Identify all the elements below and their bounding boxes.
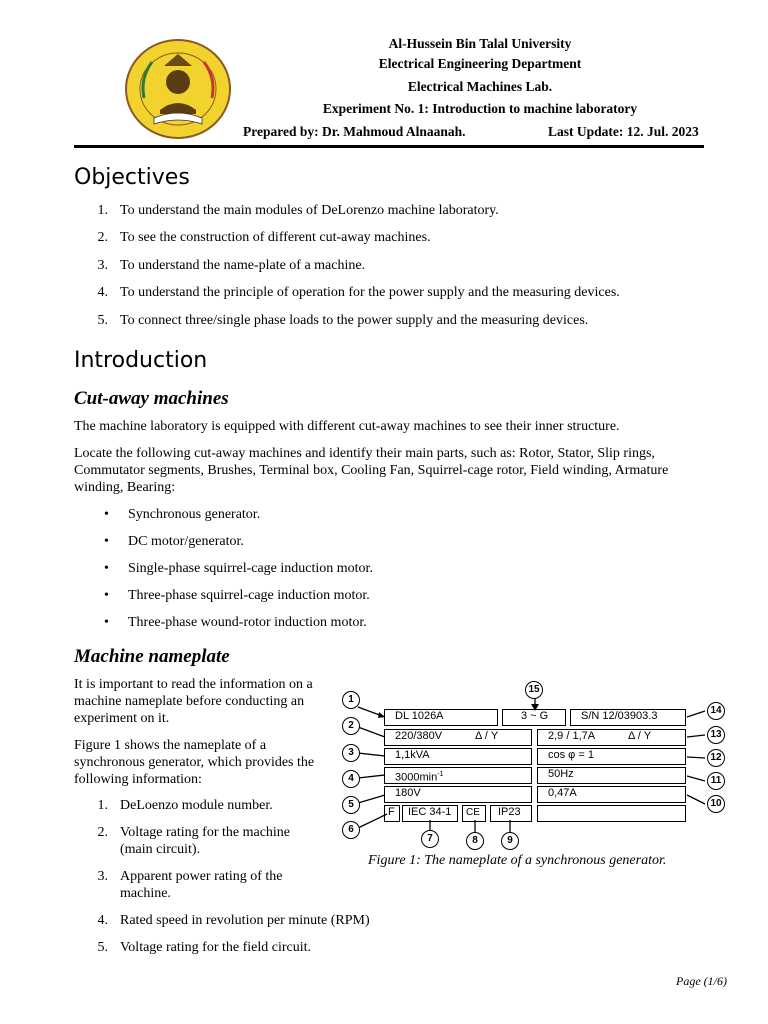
callout-3: 3 [342, 744, 360, 762]
np-current: 2,9 / 1,7A [548, 730, 596, 742]
page-number: Page (1/6) [676, 974, 727, 988]
callout-7: 7 [421, 830, 439, 848]
list-number: 4. [97, 285, 108, 300]
callout-5: 5 [342, 796, 360, 814]
list-number: 5. [97, 313, 108, 328]
callout-6: 6 [342, 821, 360, 839]
last-update: Last Update: 12. Jul. 2023 [548, 124, 699, 139]
np-power: 1,1kVA [384, 748, 532, 765]
bullet-icon: • [104, 588, 109, 603]
cutaway-para2-line3: winding, Bearing: [74, 480, 176, 495]
university-logo [124, 38, 232, 140]
nameplate-para1-l1: It is important to read the information on a [74, 677, 313, 692]
np-voltage-conn: Δ / Y [475, 730, 499, 742]
list-number: 2. [97, 825, 108, 840]
callout-11: 11 [707, 772, 725, 790]
np-voltage: 220/380V [395, 730, 443, 742]
np-empty-field [537, 805, 686, 822]
callout-14: 14 [707, 702, 725, 720]
np-serial: S/N 12/03903.3 [570, 709, 686, 726]
bullet-icon: • [104, 615, 109, 630]
callout-4: 4 [342, 770, 360, 788]
department-name: Electrical Engineering Department [378, 56, 582, 71]
bullet-icon: • [104, 507, 109, 522]
list-item: Rated speed in revolution per minute (RPM) [120, 913, 370, 928]
list-item-cont: (main circuit). [120, 842, 201, 857]
np-speed-box [384, 767, 532, 784]
list-number: 3. [97, 258, 108, 273]
objectives-heading: Objectives [74, 165, 190, 190]
cutaway-para1: The machine laboratory is equipped with different cut-away machines to see their inner structure. [74, 419, 620, 434]
np-phase: 3 ~ G [502, 709, 566, 726]
np-speed: 3000min [395, 771, 438, 784]
list-number: 5. [97, 940, 108, 955]
np-field-current: 0,47A [537, 786, 686, 803]
callout-8: 8 [466, 832, 484, 850]
list-item: DeLoenzo module number. [120, 798, 273, 813]
callout-12: 12 [707, 749, 725, 767]
list-item: To understand the principle of operation for the power supply and the measuring devices. [120, 285, 620, 300]
nameplate-heading: Machine nameplate [74, 646, 230, 667]
cutaway-para2-line1: Locate the following cut-away machines and identify their main parts, such as: Rotor, Stator, Slip rings, [74, 446, 655, 461]
list-item: DC motor/generator. [128, 534, 244, 549]
list-item: Three-phase wound-rotor induction motor. [128, 615, 367, 630]
list-item: To understand the name-plate of a machine. [120, 258, 366, 273]
list-number: 1. [97, 203, 108, 218]
callout-9: 9 [501, 832, 519, 850]
cutaway-heading: Cut-away machines [74, 388, 229, 409]
cutaway-para2-line2: Commutator segments, Brushes, Terminal box, Cooling Fan, Squirrel-cage rotor, Field winding, Armature [74, 463, 669, 478]
callout-15: 15 [525, 681, 543, 699]
np-speed-exp: -1 [437, 771, 444, 778]
np-ip-rating: IP23 [490, 805, 532, 822]
np-frequency: 50Hz [537, 767, 686, 784]
list-item: Single-phase squirrel-cage induction motor. [128, 561, 373, 576]
lab-name: Electrical Machines Lab. [407, 79, 553, 94]
np-module: DL 1026A [384, 709, 498, 726]
list-item: To connect three/single phase loads to the power supply and the measuring devices. [120, 313, 589, 328]
callout-2: 2 [342, 717, 360, 735]
nameplate-para1-l2: machine nameplate before conducting an [74, 694, 305, 709]
list-number: 2. [97, 230, 108, 245]
bullet-icon: • [104, 561, 109, 576]
list-item: Synchronous generator. [128, 507, 261, 522]
list-item: To understand the main modules of DeLorenzo machine laboratory. [120, 203, 499, 218]
nameplate-para1-l3: experiment on it. [74, 711, 170, 726]
np-field-voltage: 180V [384, 786, 532, 803]
experiment-title: Experiment No. 1: Introduction to machine laboratory [322, 101, 638, 116]
list-number: 1. [97, 798, 108, 813]
np-current-conn: Δ / Y [628, 730, 652, 742]
prepared-by: Prepared by: Dr. Mahmoud Alnaanah. [243, 124, 466, 139]
list-item: Apparent power rating of the [120, 869, 283, 884]
list-item: Voltage rating for the machine [120, 825, 291, 840]
list-item: Voltage rating for the field circuit. [120, 940, 312, 955]
callout-1: 1 [342, 691, 360, 709]
np-pf: cos φ = 1 [537, 748, 686, 765]
np-voltage-box [384, 729, 532, 746]
list-item-cont: machine. [120, 886, 171, 901]
callout-13: 13 [707, 726, 725, 744]
list-number: 4. [97, 913, 108, 928]
bullet-icon: • [104, 534, 109, 549]
nameplate-para2-l3: following information: [74, 772, 202, 787]
np-insulation: F [384, 805, 400, 822]
nameplate-para2-l2: synchronous generator, which provides the [74, 755, 315, 770]
university-name: Al-Hussein Bin Talal University [388, 36, 572, 51]
nameplate-para2-l1: Figure 1 shows the nameplate of a [74, 738, 267, 753]
list-item: To see the construction of different cut-away machines. [120, 230, 431, 245]
np-standard: IEC 34-1 [402, 805, 458, 822]
callout-10: 10 [707, 795, 725, 813]
list-number: 3. [97, 869, 108, 884]
figure-caption: Figure 1: The nameplate of a synchronous generator. [368, 853, 667, 868]
list-item: Three-phase squirrel-cage induction motor. [128, 588, 370, 603]
introduction-heading: Introduction [74, 348, 208, 373]
ce-mark-icon: CE [462, 805, 486, 822]
header-rule [74, 145, 704, 148]
np-current-box [537, 729, 686, 746]
